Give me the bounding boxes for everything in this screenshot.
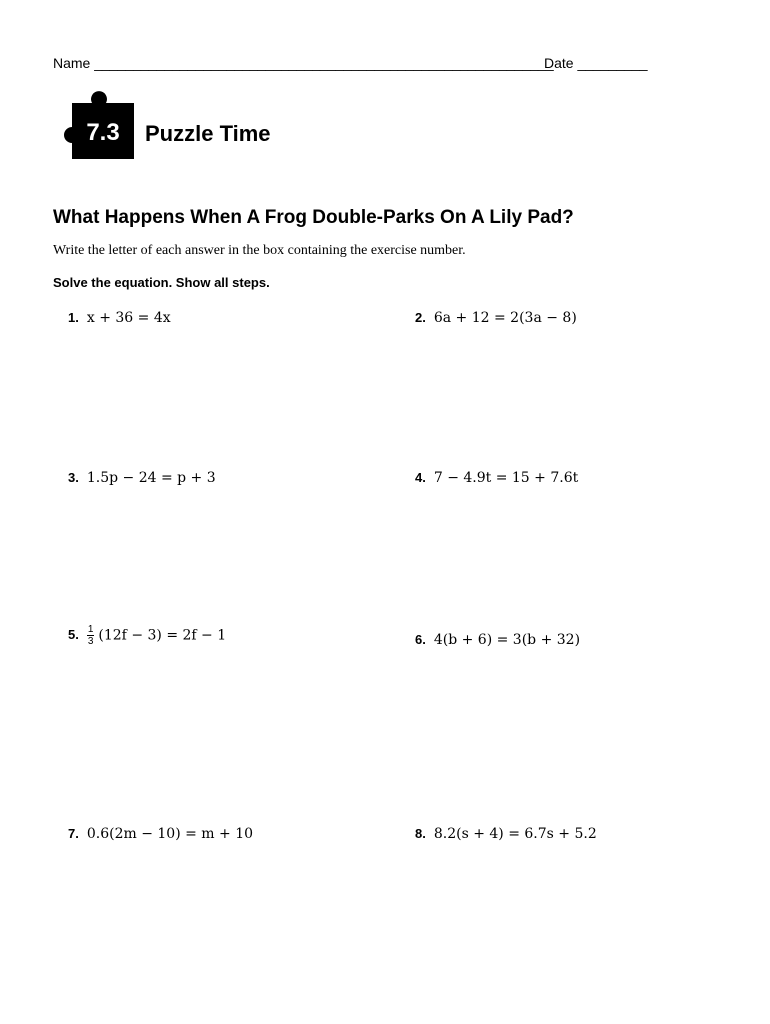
problem-equation: x + 36 = 4x — [86, 310, 171, 326]
header-name-date — [53, 55, 648, 71]
problem-2 — [415, 309, 577, 326]
problem-equation: 8.2(s + 4) = 6.7s + 5.2 — [433, 826, 597, 842]
problem-number: 5. — [68, 627, 79, 643]
problem-3 — [68, 469, 216, 486]
riddle-heading: What Happens When A Frog Double-Parks On A Lily Pad? — [53, 207, 574, 228]
problem-5 — [68, 624, 226, 647]
problem-equation: 4(b + 6) = 3(b + 32) — [433, 632, 581, 648]
problem-number: 4. — [415, 470, 426, 485]
problem-4 — [415, 469, 578, 486]
problem-1 — [68, 309, 171, 326]
problem-equation: 0.6(2m − 10) = m + 10 — [86, 826, 254, 842]
puzzle-piece-badge — [52, 87, 134, 159]
problem-equation: 7 − 4.9t = 15 + 7.6t — [433, 470, 579, 486]
problem-number: 3. — [68, 470, 79, 485]
problem-equation: 6a + 12 = 2(3a − 8) — [433, 310, 577, 326]
problem-number: 7. — [68, 826, 79, 841]
fraction — [87, 624, 95, 647]
instructions-text: Write the letter of each answer in the box containing the exercise number. — [53, 243, 466, 258]
problem-number: 1. — [68, 310, 79, 325]
problem-equation: (12f − 3) = 2f − 1 — [98, 627, 227, 644]
date-field-label: Date _________ — [544, 55, 648, 71]
section-title: Puzzle Time — [145, 121, 271, 146]
problem-equation: 1.5p − 24 = p + 3 — [86, 470, 216, 486]
problem-7 — [68, 825, 253, 842]
section-number: 7.3 — [86, 119, 120, 146]
problem-number: 2. — [415, 310, 426, 325]
problem-6 — [415, 631, 580, 648]
problem-number: 6. — [415, 632, 426, 647]
fraction-denominator: 3 — [87, 636, 94, 647]
directions-text: Solve the equation. Show all steps. — [53, 275, 270, 290]
name-field-label: Name ___________________________________________________________ — [53, 55, 554, 71]
fraction-numerator: 1 — [87, 624, 94, 635]
problem-8 — [415, 825, 597, 842]
problem-number: 8. — [415, 826, 426, 841]
